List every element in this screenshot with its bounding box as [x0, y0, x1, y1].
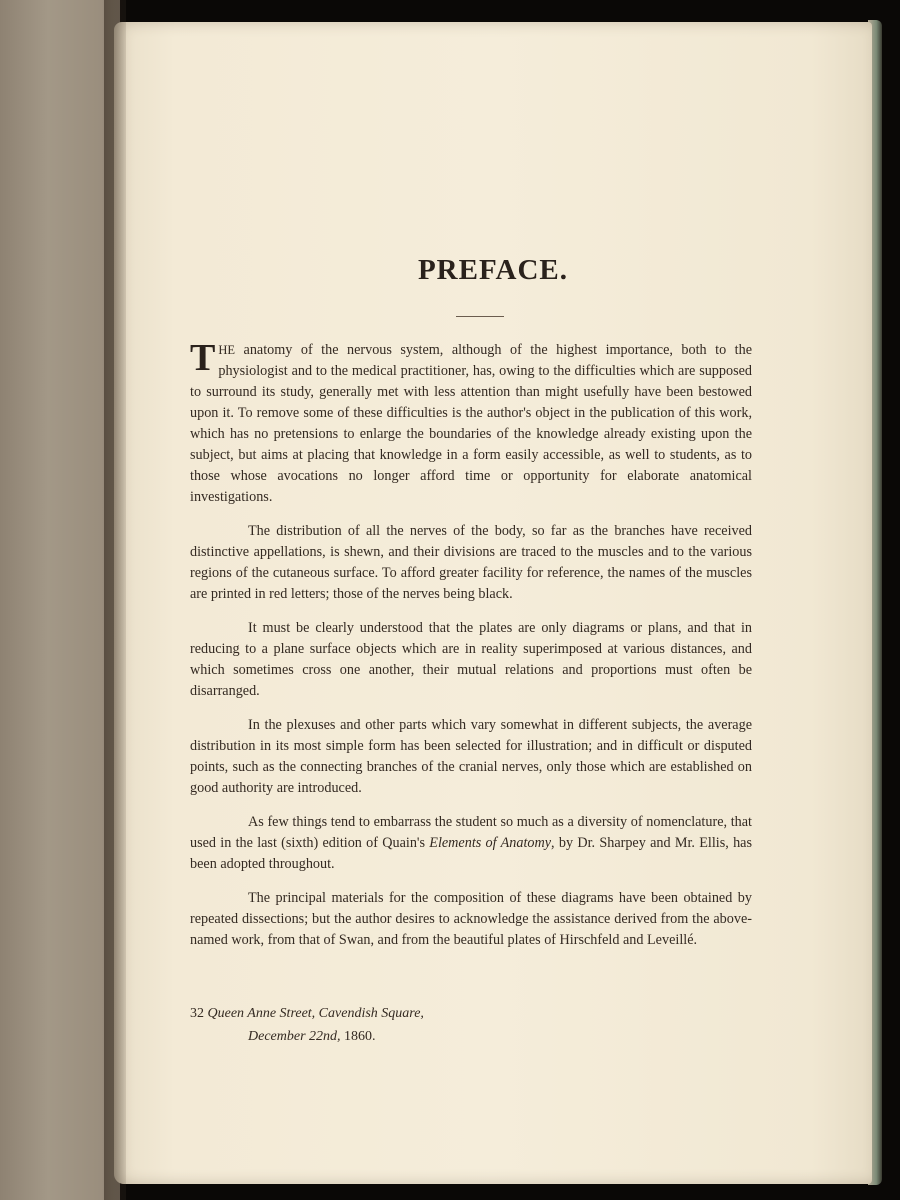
paragraph-1-text: anatomy of the nervous system, although of the highest importance, both to the physiologist and to the medical practitioner, has, owing to the difficulties which are supposed to surround its study, generally met with less attention than might usefully have been bestowed upon it. To remove some of these difficulties is the author's object in the publication of this work, which has no pretensions to enlarge the boundaries of the knowledge already existing upon the subject, but aims at placing that knowledge in a form easily accessible, as well to students, as to those whose avocations no longer afford time or opportunity for elaborate anatomical investigations.	[190, 342, 752, 505]
paragraph-1	[190, 337, 752, 508]
street-address: Queen Anne Street, Cavendish Square,	[207, 1006, 424, 1021]
signature-year: 1860.	[344, 1029, 376, 1044]
title-rule	[456, 316, 504, 317]
signature-block	[190, 1002, 610, 1048]
drop-cap-rest: HE	[218, 343, 236, 357]
paragraph-5	[190, 812, 752, 875]
book-gutter	[104, 0, 126, 1200]
preface-page	[114, 22, 872, 1184]
signature-date: December 22nd,	[248, 1029, 341, 1044]
paragraph-2: The distribution of all the nerves of the body, so far as the branches have received distinctive appellations, is shewn, and their divisions are traced to the muscles and to the various regions of the cutaneous surface. To afford greater facility for reference, the names of the muscles are printed in red letters; those of the nerves being black.	[190, 523, 752, 602]
paragraph-5-end: , by Dr. Sharpey and Mr. Ellis, has been adopted throughout.	[190, 835, 752, 872]
paragraph-5-start: As few things tend to embarrass the student so much as a diversity of nomenclature, that used in the last (sixth) edition of Quain's	[190, 814, 752, 851]
book-title: Elements of Anatomy	[429, 835, 552, 851]
signature-date-line	[190, 1025, 610, 1048]
preface-body	[190, 337, 752, 964]
street-number: 32	[190, 1006, 204, 1021]
drop-cap: T	[190, 337, 216, 379]
paragraph-6: The principal materials for the composition of these diagrams have been obtained by repeated dissections; but the author desires to acknowledge the assistance derived from the above-named work, from that of Swan, and from the beautiful plates of Hirschfeld and Leveillé.	[190, 890, 752, 948]
page-title: PREFACE.	[417, 254, 569, 286]
paragraph-3: It must be clearly understood that the plates are only diagrams or plans, and that in reducing to a plane surface objects which are in reality superimposed at various distances, and which sometimes cross one another, their mutual relations and proportions must often be disarranged.	[190, 620, 752, 699]
signature-address-line	[190, 1002, 610, 1025]
paragraph-4: In the plexuses and other parts which vary somewhat in different subjects, the average distribution in its most simple form has been selected for illustration; and in difficult or disputed points, such as the connecting branches of the cranial nerves, only those which are established on good authority are introduced.	[190, 717, 752, 796]
left-page	[0, 0, 120, 1200]
